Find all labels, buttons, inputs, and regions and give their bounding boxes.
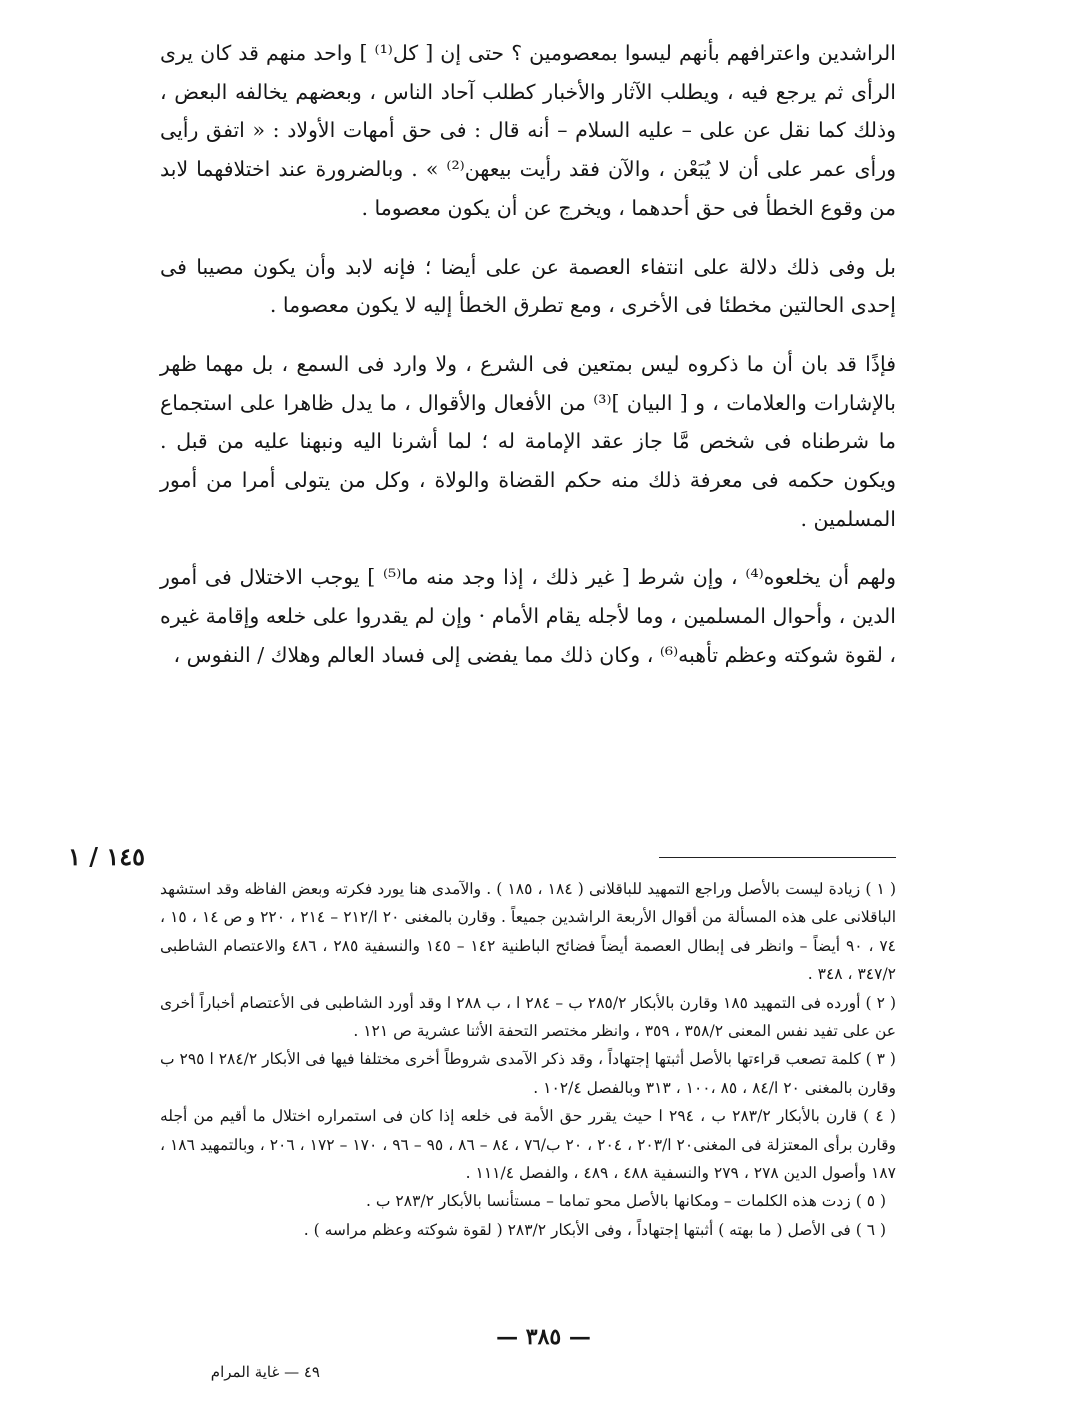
page-number: — ٣٨٥ — bbox=[496, 1324, 591, 1350]
footnote-2: ( ٢ ) أورده فى التمهيد ١٨٥ وقارن بالأبكار ٢٨٥/٢ ب – ٢٨٤ ا ، ب ٢٨٨ ا وقد أورد الشاطبى فى الأعتصام أخباراً أخرى عن على تفيد نفس المعنى ٣٥٨/٢ ، ٣٥٩ ، وانظر مختصر التحفة الأثنا عشرية ص ١٢١ . bbox=[160, 993, 897, 1041]
footnote-6: ( ٦ ) فى الأصل ( ما بهته ) أثبتها إجتهاداً ، وفى الأبكار ٢٨٣/٢ ( لقوة شوكته وعظم مراسه ) . bbox=[303, 1220, 886, 1239]
paragraph-3: فإذًا قد بان أن ما ذكروه ليس بمتعين فى الشرع ، ولا وارد فى السمع ، بل مهما ظهر بالإشارات والعلامات ، و [ البيان ]⁽³⁾ من الأفعال والأقوال ، ما يدل ظاهرا على استجماع ما شرطناه فى شخص مَّا جاز عقد الإمامة له ؛ لما أشرنا اليه ونبهنا عليه من قبل . ويكون حكمه فى معرفة ذلك منه حكم القضاة والولاة ، وكل من يتولى أمرا من أمور المسلمين . bbox=[160, 351, 896, 531]
footnote-4: ( ٤ ) قارن بالأبكار ٢٨٣/٢ ب ، ٢٩٤ ا حيث يقرر حق الأمة فى خلعه إذا كان فى استمراره اختلال ما أقيم من أجله وقارن برأى المعتزلة فى المغنى٢٠ ا/٢٠٣ ، ٢٠٤ ، ٢٠ ب/٧٦ ، ٨٤ – ٨٦ ، ٩٥ – ٩٦ ، ١٧٠ – ١٧٢ ، ٢٠٦ ، وبالتمهيد ١٨٦ ، ١٨٧ وأصول الدين ٢٧٨ ، ٢٧٩ والنسفية ٤٨٨ ، ٤٨٩ ، والفصل ١١١/٤ . bbox=[160, 1107, 896, 1183]
main-text bbox=[160, 34, 896, 695]
footnote-5: ( ٥ ) زدت هذه الكلمات – ومكانها بالأصل محو تماما – مستأنسا بالأبكار ٢٨٣/٢ ب . bbox=[366, 1192, 886, 1211]
paragraph-1: الراشدين واعترافهم بأنهم ليسوا بمعصومين ؟ حتى إن [ كل⁽¹⁾ ] واحد منهم قد كان يرى الرأى ثم يرجع فيه ، ويطلب الآثار والأخبار كطلب آحاد الناس ، وبعضهم يخالفه البعض ، وذلك كما نقل عن على – عليه السلام – أنه قال : فى حق أمهات الأولاد : « اتفق رأيى ورأى عمر على أن لا يُبَعْن ، والآن فقد رأيت بيعهن⁽²⁾ » . وبالضرورة عند اختلافهما لابد من وقوع الخطأ فى حق أحدهما ، ويخرج عن أن يكون معصوما . bbox=[160, 41, 896, 220]
footnotes bbox=[160, 875, 896, 1244]
footnote-separator bbox=[659, 857, 896, 858]
signature-mark: ٤٩ — غاية المرام bbox=[210, 1363, 320, 1381]
manuscript-folio-reference: ١٤٥ / ١ bbox=[68, 842, 146, 871]
paragraph-2: بل وفى ذلك دلالة على انتفاء العصمة عن على أيضا ؛ فإنه لابد وأن يكون مصيبا فى إحدى الحالتين مخطئا فى الأخرى ، ومع تطرق الخطأ إليه لا يكون معصوما . bbox=[160, 254, 896, 318]
footnote-3: ( ٣ ) كلمة تصعب قراءتها بالأصل أثبتها إجتهاداً ، وقد ذكر الآمدى شروطاً أخرى مختلفا فيها فى الأبكار ٢٨٤/٢ ا ٢٩٥ ب وقارن بالمغنى ٢٠ ا/٨٤ ، ٨٥ ،١٠٠ ، ٣١٣ وبالفصل ١٠٢/٤ . bbox=[160, 1050, 896, 1097]
paragraph-4: ولهم أن يخلعوه⁽⁴⁾ ، وإن شرط [ غير ذلك ، إذا وجد منه ما⁽⁵⁾ ] يوجب الاختلال فى أمور الدين ، وأحوال المسلمين ، وما لأجله يقام الأمام · وإن لم يقدروا على خلعه وإقامة غيره ، لقوة شوكته وعظم تأهبه⁽⁶⁾ ، وكان ذلك مما يفضى إلى فساد العالم وهلاك / النفوس ، bbox=[160, 565, 896, 667]
footnote-1: ( ١ ) زيادة ليست بالأصل وراجع التمهيد للباقلانى ( ١٨٤ ، ١٨٥ ) . والآمدى هنا يورد فكرته وبعض الفاظه وقد استشهد الباقلانى على هذه المسألة من أقوال الأربعة الراشدين جميعاً . وقارن بالمغنى ٢٠ ا/٢١٢ – ٢١٤ ، ٢٢٠ و ص ١٤ ، ١٥ ، ٧٤ ، ٩٠ أيضاً – وانظر فى إبطال العصمة أيضاً فضائح الباطنية ١٤٢ – ١٤٥ والنسفية ٢٨٥ ، ٤٨٦ والاعتصام الشاطبى ٣٤٧/٢ ، ٣٤٨ . bbox=[160, 880, 897, 984]
